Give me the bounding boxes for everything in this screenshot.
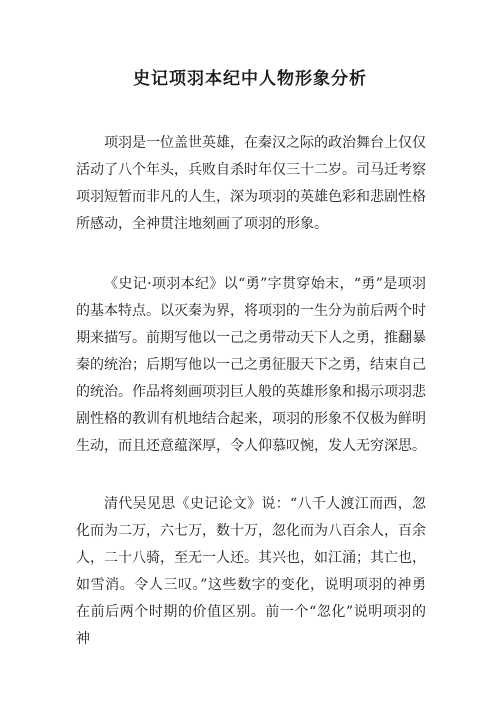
paragraph-quotation: 清代吴见思《史记论文》说：“八千人渡江而西，忽化而为二万，六七万，数十万，忽化而为八百余人，百余人，二十八骑，至无一人还。其兴也，如江涌；其亡也，如雪消。令人三叹。”这些数字的变化，说明项羽的神勇在前后两个时期的价值区别。前一个“忽化”说明项羽的神 (76, 496, 426, 647)
document-title: 史记项羽本纪中人物形象分析 (133, 69, 367, 89)
paragraph-courage: 《史记·项羽本纪》以“勇”字贯穿始末，“勇”是项羽的基本特点。以灭秦为界，将项羽的一生分为前后两个时期来描写。前期写他以一己之勇带动天下人之勇，推翻暴秦的统治；后期写他以一己之勇征服天下之勇，结束自己的统治。作品将刻画项羽巨人般的英雄形象和揭示项羽悲剧性格的教训有机地结合起来，项羽的形象不仅极为鲜明生动，而且还意蕴深厚，令人仰慕叹惋，发人无穷深思。 (76, 276, 426, 454)
paragraph-intro: 项羽是一位盖世英雄，在秦汉之际的政治舞台上仅仅活动了八个年头，兵败自杀时年仅三十二岁。司马迁考察项羽短暂而非凡的人生，深为项羽的英雄色彩和悲剧性格所感动，全神贯注地刻画了项羽的形象。 (76, 135, 426, 232)
